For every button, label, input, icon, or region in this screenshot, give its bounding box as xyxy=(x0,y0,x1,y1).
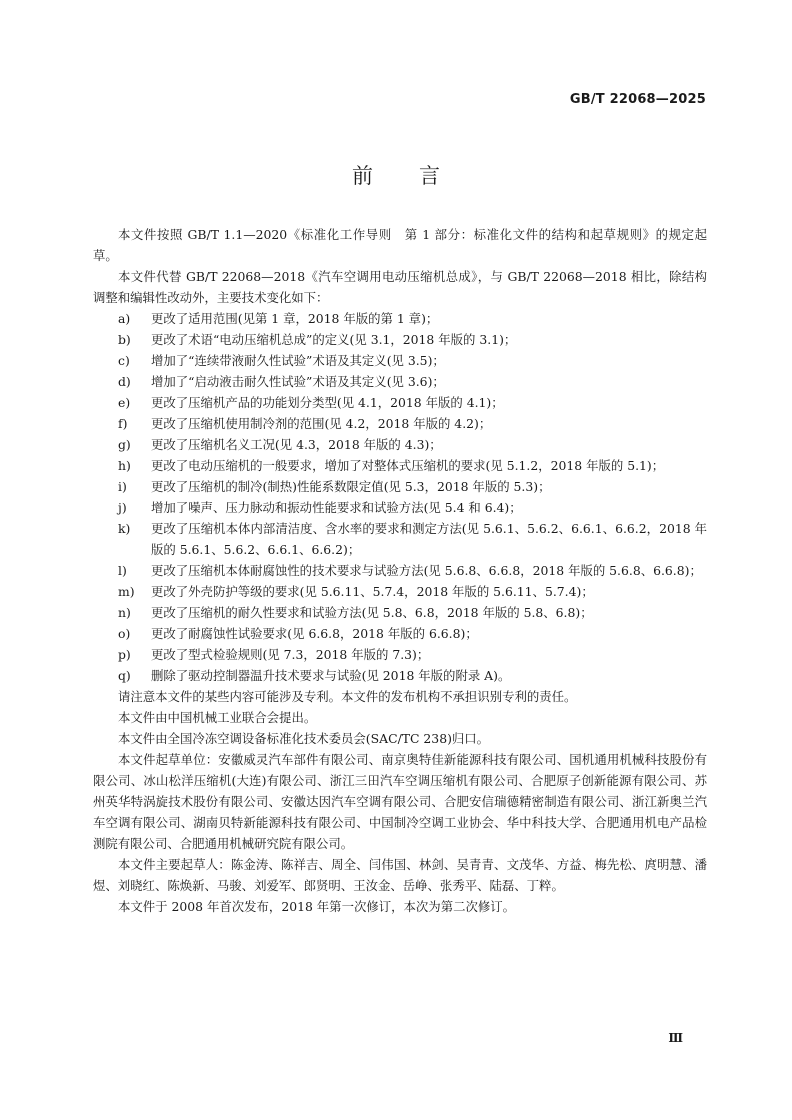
list-item xyxy=(93,350,707,371)
list-item-label: n) xyxy=(118,605,131,620)
committee-statement: 本文件由全国冷冻空调设备标准化技术委员会(SAC/TC 238)归口。 xyxy=(118,731,490,746)
list-item-text: 更改了压缩机的制冷(制热)性能系数限定值(见 5.3，2018 年版的 5.3)； xyxy=(151,479,551,494)
list-item xyxy=(93,476,707,497)
page-number: Ⅲ xyxy=(668,1031,683,1045)
standard-number: GB/T 22068—2025 xyxy=(569,92,706,107)
list-item-text: 更改了压缩机名义工况(见 4.3，2018 年版的 4.3)； xyxy=(151,437,442,452)
list-item xyxy=(93,581,707,602)
list-item-text: 增加了“连续带液耐久性试验”术语及其定义(见 3.5)； xyxy=(151,353,445,368)
list-item xyxy=(93,560,707,581)
list-item xyxy=(93,371,707,392)
list-item xyxy=(93,455,707,476)
list-item-text: 删除了驱动控制器温升技术要求与试验(见 2018 年版的附录 A)。 xyxy=(151,668,511,683)
list-item-label: q) xyxy=(118,668,131,683)
list-item-label: f) xyxy=(118,416,128,431)
list-item-text: 更改了压缩机使用制冷剂的范围(见 4.2，2018 年版的 4.2)； xyxy=(151,416,492,431)
list-item-label: m) xyxy=(118,584,135,599)
document-body xyxy=(93,224,707,917)
list-item-text: 更改了术语“电动压缩机总成”的定义(见 3.1，2018 年版的 3.1)； xyxy=(151,332,517,347)
list-item xyxy=(93,413,707,434)
list-item-text: 更改了型式检验规则(见 7.3，2018 年版的 7.3)； xyxy=(151,647,430,662)
intro-paragraph: 本文件代替 GB/T 22068—2018《汽车空调用电动压缩机总成》，与 GB/T 22068—2018 相比，除结构调整和编辑性改动外，主要技术变化如下： xyxy=(93,269,707,305)
drafters: 本文件主要起草人：陈金涛、陈祥吉、周全、闫伟国、林剑、吴青青、文茂华、方益、梅先松、庹明慧、潘煜、刘晓红、陈焕新、马骏、刘爱军、郎贤明、王汝金、岳峥、张秀平、陆磊、丁粹。 xyxy=(93,857,707,893)
list-item-text: 更改了压缩机本体内部清洁度、含水率的要求和测定方法(见 5.6.1、5.6.2、6.6.1、6.6.2，2018 年版的 5.6.1、5.6.2、6.6.1、6.6.2)； xyxy=(151,521,707,557)
publication-history: 本文件于 2008 年首次发布，2018 年第一次修订，本次为第二次修订。 xyxy=(118,899,516,914)
list-item-label: d) xyxy=(118,374,131,389)
list-item-label: a) xyxy=(118,311,131,326)
list-item xyxy=(93,602,707,623)
patent-notice: 请注意本文件的某些内容可能涉及专利。本文件的发布机构不承担识别专利的责任。 xyxy=(118,689,577,704)
list-item-text: 更改了外壳防护等级的要求(见 5.6.11、5.7.4，2018 年版的 5.6.11、5.7.4)； xyxy=(151,584,594,599)
list-item-text: 更改了压缩机产品的功能划分类型(见 4.1，2018 年版的 4.1)； xyxy=(151,395,504,410)
list-item-label: l) xyxy=(118,563,127,578)
list-item xyxy=(93,308,707,329)
page-title: 前言 xyxy=(352,164,486,188)
list-item-label: g) xyxy=(118,437,131,452)
list-item xyxy=(93,497,707,518)
list-item xyxy=(93,518,707,560)
list-item-label: c) xyxy=(118,353,130,368)
list-item-text: 更改了电动压缩机的一般要求，增加了对整体式压缩机的要求(见 5.1.2，2018 年版的 5.1)； xyxy=(151,458,665,473)
list-item xyxy=(93,434,707,455)
intro-paragraph: 本文件按照 GB/T 1.1—2020《标准化工作导则 第 1 部分：标准化文件的结构和起草规则》的规定起草。 xyxy=(93,227,707,263)
list-item-text: 增加了噪声、压力脉动和振动性能要求和试验方法(见 5.4 和 6.4)； xyxy=(151,500,522,515)
list-item-label: b) xyxy=(118,332,131,347)
list-item-label: o) xyxy=(118,626,131,641)
list-item-label: p) xyxy=(118,647,131,662)
list-item xyxy=(93,644,707,665)
list-item-text: 更改了耐腐蚀性试验要求(见 6.6.8，2018 年版的 6.6.8)； xyxy=(151,626,478,641)
list-item xyxy=(93,665,707,686)
list-item-text: 更改了压缩机本体耐腐蚀性的技术要求与试验方法(见 5.6.8、6.6.8，2018 年版的 5.6.8、6.6.8)； xyxy=(151,563,702,578)
list-item-label: k) xyxy=(118,521,131,536)
proposer-statement: 本文件由中国机械工业联合会提出。 xyxy=(118,710,317,725)
list-item-label: i) xyxy=(118,479,127,494)
list-item-label: h) xyxy=(118,458,131,473)
list-item-label: j) xyxy=(118,500,127,515)
list-item xyxy=(93,392,707,413)
list-item-text: 更改了压缩机的耐久性要求和试验方法(见 5.8、6.8，2018 年版的 5.8、6.8)； xyxy=(151,605,593,620)
list-item-text: 增加了“启动液击耐久性试验”术语及其定义(见 3.6)； xyxy=(151,374,445,389)
drafting-organizations: 本文件起草单位：安徽威灵汽车部件有限公司、南京奥特佳新能源科技有限公司、国机通用机械科技股份有限公司、冰山松洋压缩机(大连)有限公司、浙江三田汽车空调压缩机有限公司、合肥原子创新能源有限公司、苏州英华特涡旋技术股份有限公司、安徽达因汽车空调有限公司、合肥安信瑞德精密制造有限公司、浙江新奥兰汽车空调有限公司、湖南贝特新能源科技有限公司、中国制冷空调工业协会、华中科技大学、合肥通用机电产品检测院有限公司、合肥通用机械研究院有限公司。 xyxy=(93,752,707,851)
list-item xyxy=(93,623,707,644)
list-item xyxy=(93,329,707,350)
list-item-text: 更改了适用范围(见第 1 章，2018 年版的第 1 章)； xyxy=(151,311,439,326)
list-item-label: e) xyxy=(118,395,131,410)
